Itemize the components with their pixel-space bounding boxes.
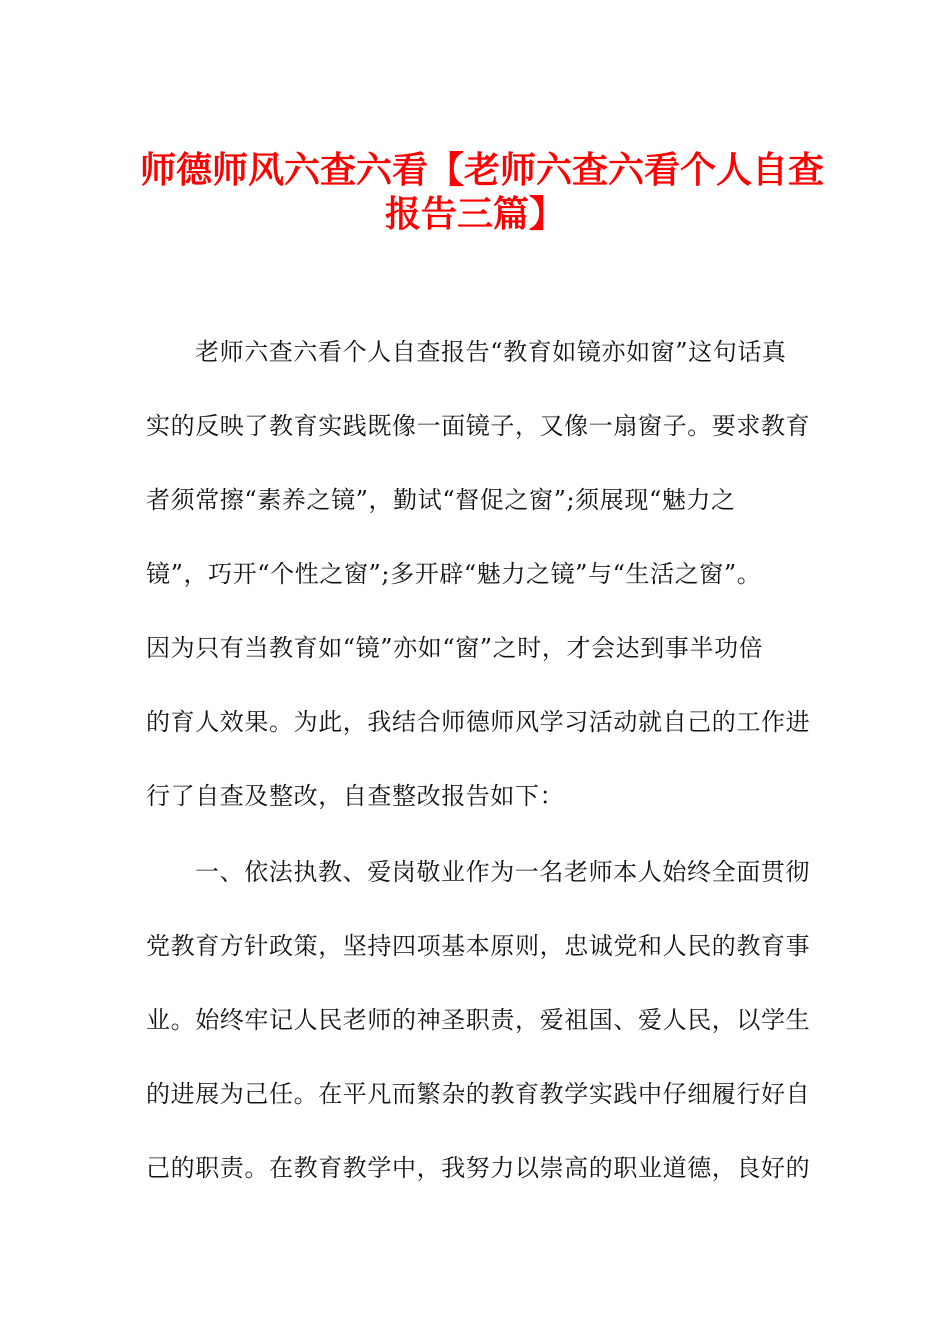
paragraph-line: 镜”，巧开“个性之窗”;多开辟“魅力之镜”与“生活之窗”。 [146, 560, 762, 588]
paragraph-line: 的育人效果。为此，我结合师德师风学习活动就自己的工作进 [146, 708, 811, 736]
paragraph-line: 党教育方针政策，坚持四项基本原则，忠诚党和人民的教育事 [146, 932, 811, 960]
document-title-line-1: 师德师风六查六看【老师六查六看个人自查 [140, 150, 825, 191]
paragraph-line: 己的职责。在教育教学中，我努力以崇高的职业道德，良好的 [146, 1154, 811, 1182]
document-title-line-2: 报告三篇】 [384, 194, 565, 235]
paragraph-line: 的进展为己任。在平凡而繁杂的教育教学实践中仔细履行好自 [146, 1080, 811, 1108]
paragraph-line: 业。始终牢记人民老师的神圣职责，爱祖国、爱人民，以学生 [146, 1006, 811, 1034]
paragraph-line: 实的反映了教育实践既像一面镜子，又像一扇窗子。要求教育 [146, 412, 811, 440]
paragraph-line: 因为只有当教育如“镜”亦如“窗”之时，才会达到事半功倍 [146, 634, 764, 662]
paragraph-line: 行了自查及整改，自查整改报告如下： [146, 782, 565, 810]
paragraph-line: 老师六查六看个人自查报告“教育如镜亦如窗”这句话真 [195, 338, 787, 366]
paragraph-line: 一、依法执教、爱岗敬业作为一名老师本人始终全面贯彻 [195, 858, 810, 886]
paragraph-line: 者须常擦“素养之镜”，勤试“督促之窗”;须展现“魅力之 [146, 486, 736, 514]
